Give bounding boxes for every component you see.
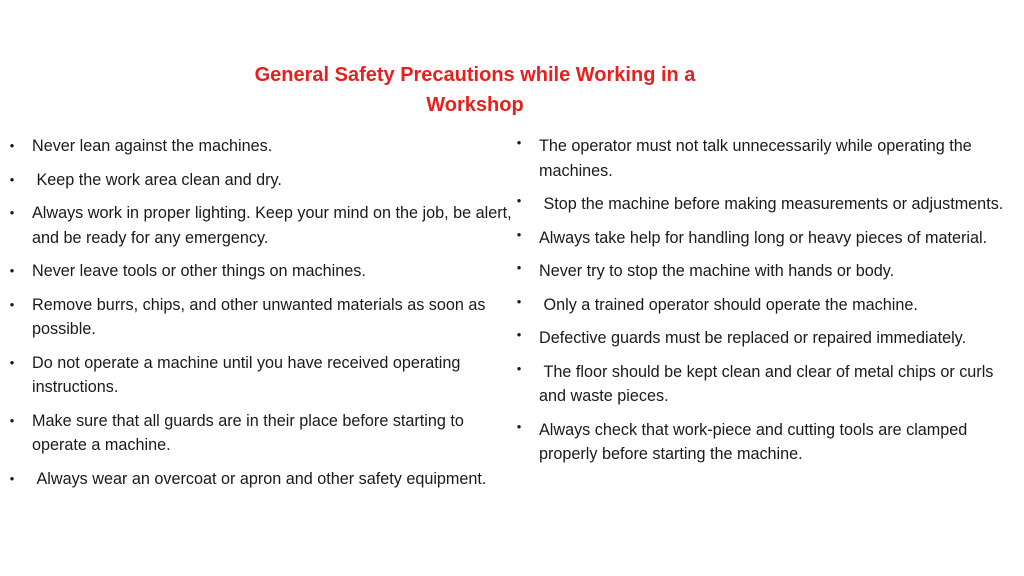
list-item-text: Always wear an overcoat or apron and other safety equipment. (32, 469, 487, 488)
list-item (6, 293, 516, 342)
bullet-icon: • (9, 138, 15, 153)
list-item-text: Only a trained operator should operate the machine. (539, 295, 918, 314)
list-item-text: Always take help for handling long or heavy pieces of material. (539, 228, 988, 247)
bullet-icon: • (9, 205, 15, 220)
list-item-text: Never leave tools or other things on machines. (32, 262, 366, 280)
bullet-icon: • (516, 260, 522, 275)
bullet-icon: • (9, 296, 15, 312)
list-item-text: The operator must not talk unnecessarily while operating the machines. (539, 137, 977, 180)
title-line-1: General Safety Precautions while Working in a (254, 64, 696, 86)
list-item-text: The floor should be kept clean and clear of metal chips or curls and waste pieces. (539, 362, 998, 405)
list-item-text: Defective guards must be replaced or repaired immediately. (539, 329, 967, 347)
list-item (513, 360, 1019, 409)
bullet-icon: • (9, 412, 15, 428)
bullet-icon: • (516, 193, 522, 208)
bullet-icon: • (9, 354, 15, 370)
left-bullet-list (6, 134, 516, 500)
list-item-text: Never try to stop the machine with hands or body. (539, 262, 895, 280)
list-item (6, 201, 516, 250)
right-bullet-list (513, 134, 1019, 476)
list-item (513, 418, 1019, 467)
list-item (6, 409, 516, 458)
list-item (513, 134, 1019, 183)
list-item (513, 259, 1019, 284)
bullet-icon: • (516, 418, 522, 434)
list-item (6, 351, 516, 400)
bullet-icon: • (516, 360, 522, 376)
title-line-2: Workshop (426, 94, 524, 116)
list-item (6, 259, 516, 284)
list-item-text: Always work in proper lighting. Keep your mind on the job, be alert, and be ready for any emergency. (32, 204, 517, 247)
list-item (513, 226, 1019, 251)
list-item-text: Stop the machine before making measurements or adjustments. (539, 195, 1004, 213)
bullet-icon: • (9, 263, 15, 278)
page-title (210, 60, 740, 120)
list-item (513, 192, 1019, 217)
list-item (6, 134, 516, 159)
bullet-icon: • (516, 327, 522, 342)
list-item-text: Never lean against the machines. (32, 137, 273, 155)
list-item-text: Remove burrs, chips, and other unwanted materials as soon as possible. (32, 295, 490, 338)
list-item-text: Do not operate a machine until you have received operating instructions. (32, 353, 465, 396)
list-item-text: Make sure that all guards are in their place before starting to operate a machine. (32, 411, 469, 454)
list-item-text: Always check that work-piece and cutting tools are clamped properly before starting the machine. (539, 420, 972, 463)
list-item (6, 467, 516, 492)
bullet-icon: • (9, 171, 15, 187)
list-item (513, 293, 1019, 318)
bullet-icon: • (9, 470, 15, 486)
list-item (6, 168, 516, 193)
bullet-icon: • (516, 293, 522, 309)
bullet-icon: • (516, 226, 522, 242)
list-item-text: Keep the work area clean and dry. (32, 170, 282, 189)
bullet-icon: • (516, 135, 522, 150)
list-item (513, 326, 1019, 351)
